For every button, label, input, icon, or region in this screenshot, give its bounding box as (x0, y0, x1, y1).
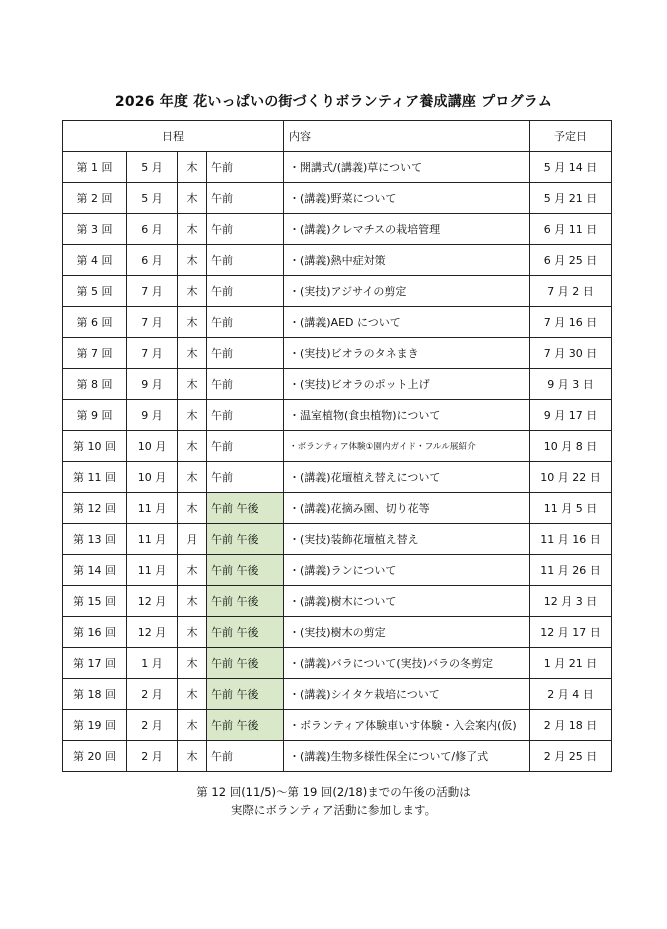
session-content: ・(講義)ランについて (284, 555, 530, 586)
session-date: 1 月 21 日 (530, 648, 612, 679)
table-row (63, 214, 612, 245)
table-header-row (63, 121, 612, 152)
session-number: 第 15 回 (63, 586, 127, 617)
session-date: 2 月 4 日 (530, 679, 612, 710)
program-table (62, 120, 612, 772)
table-row (63, 493, 612, 524)
session-month: 5 月 (127, 183, 178, 214)
session-date: 11 月 5 日 (530, 493, 612, 524)
session-month: 7 月 (127, 276, 178, 307)
session-content: ・(実技)装飾花壇植え替え (284, 524, 530, 555)
session-number: 第 1 回 (63, 152, 127, 183)
session-weekday: 木 (178, 555, 207, 586)
header-content: 内容 (284, 121, 530, 152)
session-time: 午前 午後 (207, 679, 284, 710)
page-title: 2026 年度 花いっぱいの街づくりボランティア養成講座 プログラム (114, 94, 553, 110)
session-weekday: 木 (178, 152, 207, 183)
session-content: ・(講義)AED について (284, 307, 530, 338)
session-weekday: 木 (178, 276, 207, 307)
table-row (63, 617, 612, 648)
session-month: 7 月 (127, 307, 178, 338)
session-time: 午前 (207, 307, 284, 338)
session-month: 12 月 (127, 617, 178, 648)
session-time: 午前 (207, 276, 284, 307)
session-content: ・(講義)樹木について (284, 586, 530, 617)
session-weekday: 木 (178, 586, 207, 617)
session-date: 6 月 25 日 (530, 245, 612, 276)
session-weekday: 木 (178, 338, 207, 369)
session-month: 6 月 (127, 214, 178, 245)
session-number: 第 13 回 (63, 524, 127, 555)
session-number: 第 3 回 (63, 214, 127, 245)
session-date: 5 月 21 日 (530, 183, 612, 214)
table-row (63, 400, 612, 431)
table-row (63, 648, 612, 679)
session-time: 午前 (207, 369, 284, 400)
session-time: 午前 (207, 183, 284, 214)
session-number: 第 8 回 (63, 369, 127, 400)
table-row (63, 431, 612, 462)
table-row (63, 276, 612, 307)
table-row (63, 555, 612, 586)
session-date: 7 月 16 日 (530, 307, 612, 338)
session-content: ・ボランティア体験車いす体験・入会案内(仮) (284, 710, 530, 741)
session-number: 第 7 回 (63, 338, 127, 369)
header-schedule: 日程 (63, 121, 284, 152)
session-date: 5 月 14 日 (530, 152, 612, 183)
session-weekday: 木 (178, 617, 207, 648)
session-date: 11 月 26 日 (530, 555, 612, 586)
session-time: 午前 (207, 214, 284, 245)
session-month: 9 月 (127, 369, 178, 400)
session-content: ・(講義)花摘み園、切り花等 (284, 493, 530, 524)
session-number: 第 10 回 (63, 431, 127, 462)
session-content: ・(講義)熱中症対策 (284, 245, 530, 276)
session-weekday: 木 (178, 400, 207, 431)
table-row (63, 586, 612, 617)
session-content: ・ボランティア体験①園内ガイド・フルル展紹介 (284, 431, 530, 462)
table-row (63, 245, 612, 276)
session-weekday: 木 (178, 214, 207, 245)
footnote-line-1: 第 12 回(11/5)～第 19 回(2/18)までの午後の活動は (196, 785, 471, 799)
table-row (63, 152, 612, 183)
session-number: 第 14 回 (63, 555, 127, 586)
table-row (63, 741, 612, 772)
session-number: 第 4 回 (63, 245, 127, 276)
session-number: 第 20 回 (63, 741, 127, 772)
session-number: 第 16 回 (63, 617, 127, 648)
session-content: ・(講義)野菜について (284, 183, 530, 214)
session-weekday: 木 (178, 741, 207, 772)
session-date: 2 月 25 日 (530, 741, 612, 772)
session-month: 11 月 (127, 493, 178, 524)
session-time: 午前 (207, 741, 284, 772)
session-month: 10 月 (127, 431, 178, 462)
session-month: 9 月 (127, 400, 178, 431)
session-time: 午前 (207, 338, 284, 369)
session-date: 9 月 17 日 (530, 400, 612, 431)
session-time: 午前 午後 (207, 524, 284, 555)
session-content: ・(実技)アジサイの剪定 (284, 276, 530, 307)
session-weekday: 木 (178, 493, 207, 524)
session-content: ・(実技)ビオラのタネまき (284, 338, 530, 369)
table-row (63, 183, 612, 214)
session-time: 午前 (207, 431, 284, 462)
session-month: 12 月 (127, 586, 178, 617)
session-month: 2 月 (127, 679, 178, 710)
session-weekday: 月 (178, 524, 207, 555)
session-time: 午前 (207, 400, 284, 431)
session-content: ・(講義)クレマチスの栽培管理 (284, 214, 530, 245)
session-time: 午前 午後 (207, 493, 284, 524)
session-weekday: 木 (178, 183, 207, 214)
session-month: 7 月 (127, 338, 178, 369)
session-weekday: 木 (178, 245, 207, 276)
table-row (63, 524, 612, 555)
session-weekday: 木 (178, 431, 207, 462)
session-time: 午前 午後 (207, 710, 284, 741)
session-number: 第 6 回 (63, 307, 127, 338)
session-date: 7 月 30 日 (530, 338, 612, 369)
session-number: 第 11 回 (63, 462, 127, 493)
session-date: 10 月 22 日 (530, 462, 612, 493)
table-row (63, 369, 612, 400)
session-content: ・温室植物(食虫植物)について (284, 400, 530, 431)
table-row (63, 462, 612, 493)
session-number: 第 5 回 (63, 276, 127, 307)
session-content: ・(講義)シイタケ栽培について (284, 679, 530, 710)
session-content: ・(講義)花壇植え替えについて (284, 462, 530, 493)
session-month: 11 月 (127, 524, 178, 555)
session-date: 2 月 18 日 (530, 710, 612, 741)
session-month: 5 月 (127, 152, 178, 183)
table-row (63, 338, 612, 369)
session-number: 第 9 回 (63, 400, 127, 431)
session-weekday: 木 (178, 462, 207, 493)
session-time: 午前 午後 (207, 586, 284, 617)
footnote-line-2: 実際にボランティア活動に参加します。 (230, 803, 437, 817)
session-month: 11 月 (127, 555, 178, 586)
session-date: 12 月 3 日 (530, 586, 612, 617)
session-number: 第 19 回 (63, 710, 127, 741)
session-weekday: 木 (178, 679, 207, 710)
footnote (0, 783, 667, 819)
session-number: 第 17 回 (63, 648, 127, 679)
table-row (63, 710, 612, 741)
session-date: 10 月 8 日 (530, 431, 612, 462)
session-month: 2 月 (127, 710, 178, 741)
session-date: 12 月 17 日 (530, 617, 612, 648)
session-time: 午前 (207, 462, 284, 493)
session-number: 第 12 回 (63, 493, 127, 524)
session-content: ・(講義)バラについて(実技)バラの冬剪定 (284, 648, 530, 679)
session-weekday: 木 (178, 369, 207, 400)
session-number: 第 18 回 (63, 679, 127, 710)
session-time: 午前 午後 (207, 617, 284, 648)
session-month: 6 月 (127, 245, 178, 276)
session-time: 午前 (207, 245, 284, 276)
table-row (63, 679, 612, 710)
session-month: 10 月 (127, 462, 178, 493)
session-weekday: 木 (178, 648, 207, 679)
session-content: ・(実技)樹木の剪定 (284, 617, 530, 648)
session-month: 2 月 (127, 741, 178, 772)
session-content: ・(実技)ビオラのポット上げ (284, 369, 530, 400)
session-month: 1 月 (127, 648, 178, 679)
session-date: 6 月 11 日 (530, 214, 612, 245)
session-date: 11 月 16 日 (530, 524, 612, 555)
session-date: 9 月 3 日 (530, 369, 612, 400)
session-weekday: 木 (178, 710, 207, 741)
session-content: ・開講式/(講義)草について (284, 152, 530, 183)
table-row (63, 307, 612, 338)
session-time: 午前 午後 (207, 555, 284, 586)
session-content: ・(講義)生物多様性保全について/修了式 (284, 741, 530, 772)
session-date: 7 月 2 日 (530, 276, 612, 307)
session-weekday: 木 (178, 307, 207, 338)
session-time: 午前 午後 (207, 648, 284, 679)
table-body (63, 152, 612, 772)
header-date: 予定日 (530, 121, 612, 152)
session-time: 午前 (207, 152, 284, 183)
session-number: 第 2 回 (63, 183, 127, 214)
